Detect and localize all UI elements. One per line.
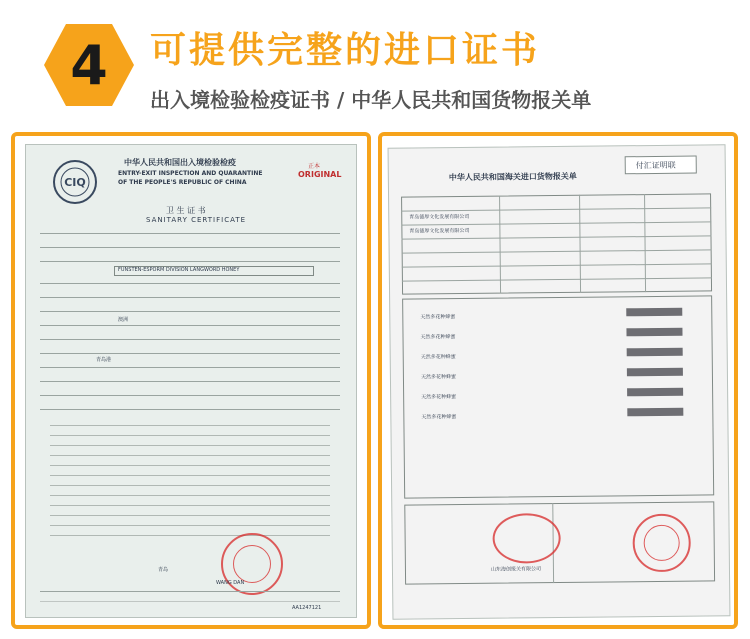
certificate-title-cn: 卫 生 证 书 <box>166 206 206 215</box>
sanitary-certificate-document <box>25 144 357 618</box>
goods-item-3: 天然多花种蜂蜜 <box>420 354 456 361</box>
goods-item-4: 天然多花种蜂蜜 <box>420 374 456 381</box>
officer-name: WANG DAN <box>216 580 245 586</box>
redaction-block <box>626 328 682 337</box>
section-title: 可提供完整的进口证书 <box>150 30 541 71</box>
svg-text:CIQ: CIQ <box>64 176 86 189</box>
product-line: FUNSTEN-ESPORM DIVISION LANGWORD HONEY <box>118 267 240 273</box>
section-subtitle: 出入境检验检疫证书 / 中华人民共和国货物报关单 <box>150 88 592 112</box>
original-label-en: ORIGINAL <box>298 170 342 179</box>
goods-item-5: 天然多花种蜂蜜 <box>421 394 457 401</box>
redaction-block <box>627 368 683 377</box>
goods-item-6: 天然多花种蜂蜜 <box>421 414 457 421</box>
org-name-en-2: OF THE PEOPLE'S REPUBLIC OF CHINA <box>118 179 247 186</box>
goods-item-2: 天然多花种蜂蜜 <box>420 334 456 341</box>
declaration-title: 中华人民共和国海关进口货物报关单 <box>448 171 577 183</box>
certificate-title-en: SANITARY CERTIFICATE <box>146 216 247 224</box>
redaction-block <box>626 308 682 317</box>
ciq-logo-icon <box>52 159 98 205</box>
certificate-frame-left <box>11 132 371 629</box>
issue-place-value: 青岛 <box>158 567 169 573</box>
consignee-company: 青岛德厚文化发展有限公司 <box>409 227 470 235</box>
redaction-block <box>627 388 683 397</box>
section-header <box>0 0 750 130</box>
port-of-arrival-value: 青岛港 <box>96 357 112 363</box>
redaction-block <box>627 408 683 417</box>
goods-item-1: 天然多花种蜂蜜 <box>420 314 456 321</box>
certificate-serial-no: AA1247121 <box>292 605 322 611</box>
original-label-cn: 正本 <box>308 163 321 170</box>
broker-company: 山东海创报关有限公司 <box>490 566 542 573</box>
certificate-frame-right <box>378 132 738 629</box>
org-name-cn: 中华人民共和国出入境检验检疫 <box>124 158 236 167</box>
redaction-block <box>627 348 683 357</box>
customs-declaration-document <box>388 144 731 620</box>
step-number: 4 <box>70 33 108 97</box>
importer-company: 青岛德厚文化发展有限公司 <box>409 213 470 221</box>
place-of-origin-value: 澳洲 <box>118 317 129 323</box>
org-name-en-1: ENTRY-EXIT INSPECTION AND QUARANTINE <box>118 170 263 177</box>
payment-proof-tag: 付汇证明联 <box>625 156 697 175</box>
